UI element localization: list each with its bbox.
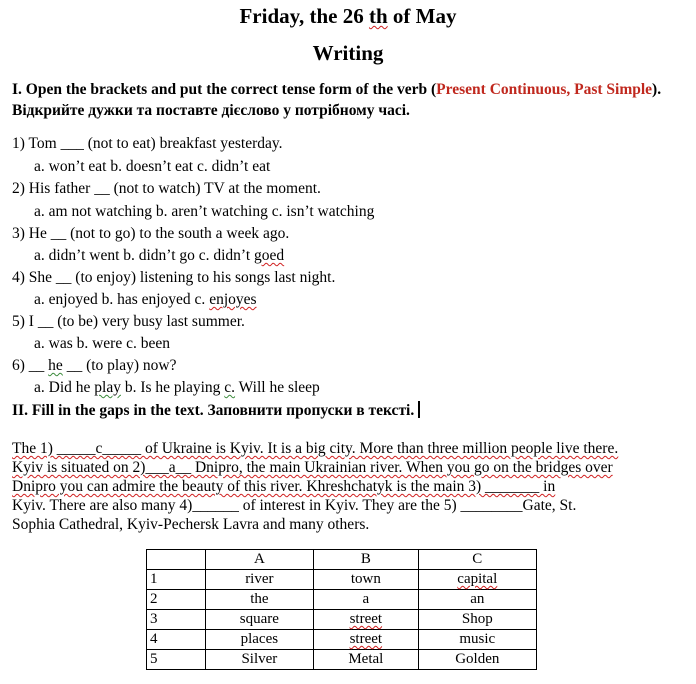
table-cell-text: capital (457, 571, 498, 587)
table-cell: town (314, 570, 418, 590)
answers-6-c: Will he sleep (235, 379, 320, 396)
text-line: Dnipro you can admire the beauty of this river. Khreshchatyk is the main 3) _______ in (12, 478, 556, 495)
table-cell: the (205, 590, 313, 610)
table-header-cell: B (314, 550, 418, 570)
question-6-prefix: 6) __ (12, 357, 49, 374)
table-header-cell: A (205, 550, 313, 570)
table-cell: river (205, 570, 313, 590)
table-cell: Golden (418, 650, 536, 670)
answers-3 (34, 247, 284, 265)
table-header-cell (147, 550, 206, 570)
page-title (0, 4, 696, 29)
answers-4 (34, 291, 257, 309)
title-month-text: of May (387, 4, 457, 28)
answers-5: a. was b. were c. been (34, 335, 170, 352)
answers-3-text: a. didn’t went b. didn’t go c. didn’t (34, 247, 254, 264)
answers-1: a. won’t eat b. doesn’t eat c. didn’t eat (34, 158, 271, 175)
table-cell: 5 (147, 650, 206, 670)
table-cell: music (418, 630, 536, 650)
section-two-label: II. Fill in the gaps in the text. Заповнити пропуски в тексті. (12, 402, 415, 419)
page-subtitle: Writing (312, 41, 384, 65)
answers-6-marked-1: play (94, 379, 121, 396)
table-row (147, 630, 537, 650)
answers-6-a: a. Did he (34, 379, 95, 396)
word-options-table (146, 549, 537, 670)
question-4: 4) She __ (to enjoy) listening to his songs last night. (12, 269, 336, 286)
question-6 (12, 357, 176, 375)
table-cell (314, 630, 418, 650)
table-cell: Shop (418, 610, 536, 630)
table-cell (418, 570, 536, 590)
question-3: 3) He __ (not to go) to the south a week ago. (12, 225, 290, 242)
table-cell: places (205, 630, 313, 650)
answers-6-b: b. Is he playing (120, 379, 225, 396)
question-1: 1) Tom ___ (not to eat) breakfast yesterday. (12, 135, 283, 152)
table-cell (314, 610, 418, 630)
table-cell: Silver (205, 650, 313, 670)
gap-fill-text (12, 439, 692, 534)
question-5: 5) I __ (to be) very busy last summer. (12, 313, 245, 330)
table-row (147, 570, 537, 590)
text-line: Kyiv is situated on 2)___a__ Dnipro, the main Ukrainian river. When you go on the bridges over (12, 459, 613, 476)
section-one-heading (12, 79, 688, 121)
table-row (147, 650, 537, 670)
table-cell: 2 (147, 590, 206, 610)
table-row (147, 610, 537, 630)
table-row (147, 590, 537, 610)
text-line: The 1) _____c_____ of Ukraine is Kyiv. It is a big city. More than three million people live there. (12, 440, 619, 457)
table-cell-text: street (349, 631, 383, 647)
question-2: 2) His father __ (not to watch) TV at the moment. (12, 180, 321, 197)
table-cell: 3 (147, 610, 206, 630)
table-cell: a (314, 590, 418, 610)
table-header-row (147, 550, 537, 570)
question-6-marked-word: he (48, 357, 63, 374)
table-cell: square (205, 610, 313, 630)
answers-6-marked-2: c. (224, 379, 236, 396)
table-cell: Metal (314, 650, 418, 670)
answers-3-misspelled: goed (254, 247, 285, 264)
answers-4-misspelled: enjoyes (209, 291, 257, 308)
table-cell: 1 (147, 570, 206, 590)
question-6-suffix: __ (to play) now? (62, 357, 177, 374)
section-two-heading (12, 400, 688, 421)
title-date-text: Friday, the 26 (239, 4, 369, 28)
table-header-cell: C (418, 550, 536, 570)
text-line: Kyiv. There are also many 4)______ of interest in Kyiv. They are the 5) ________Gate, St. (12, 497, 577, 514)
text-line: Sophia Cathedral, Kyiv-Pechersk Lavra and many others. (12, 516, 370, 533)
section-one-instruction-ua: ). Відкрийте дужки та поставте дієслово у потрібному часі. (12, 81, 662, 119)
table-cell: an (418, 590, 536, 610)
table-cell: 4 (147, 630, 206, 650)
title-ordinal-suffix: th (368, 4, 388, 28)
section-one-tenses: Present Continuous, Past Simple (436, 81, 653, 98)
section-one-label: I. Open the brackets and put the correct tense form of the verb ( (12, 81, 437, 98)
answers-4-text: a. enjoyed b. has enjoyed c. (34, 291, 210, 308)
answers-2: a. am not watching b. aren’t watching c. isn’t watching (34, 203, 375, 220)
answers-6 (34, 379, 320, 397)
text-cursor[interactable] (418, 401, 420, 418)
table-cell-text: street (349, 611, 383, 627)
